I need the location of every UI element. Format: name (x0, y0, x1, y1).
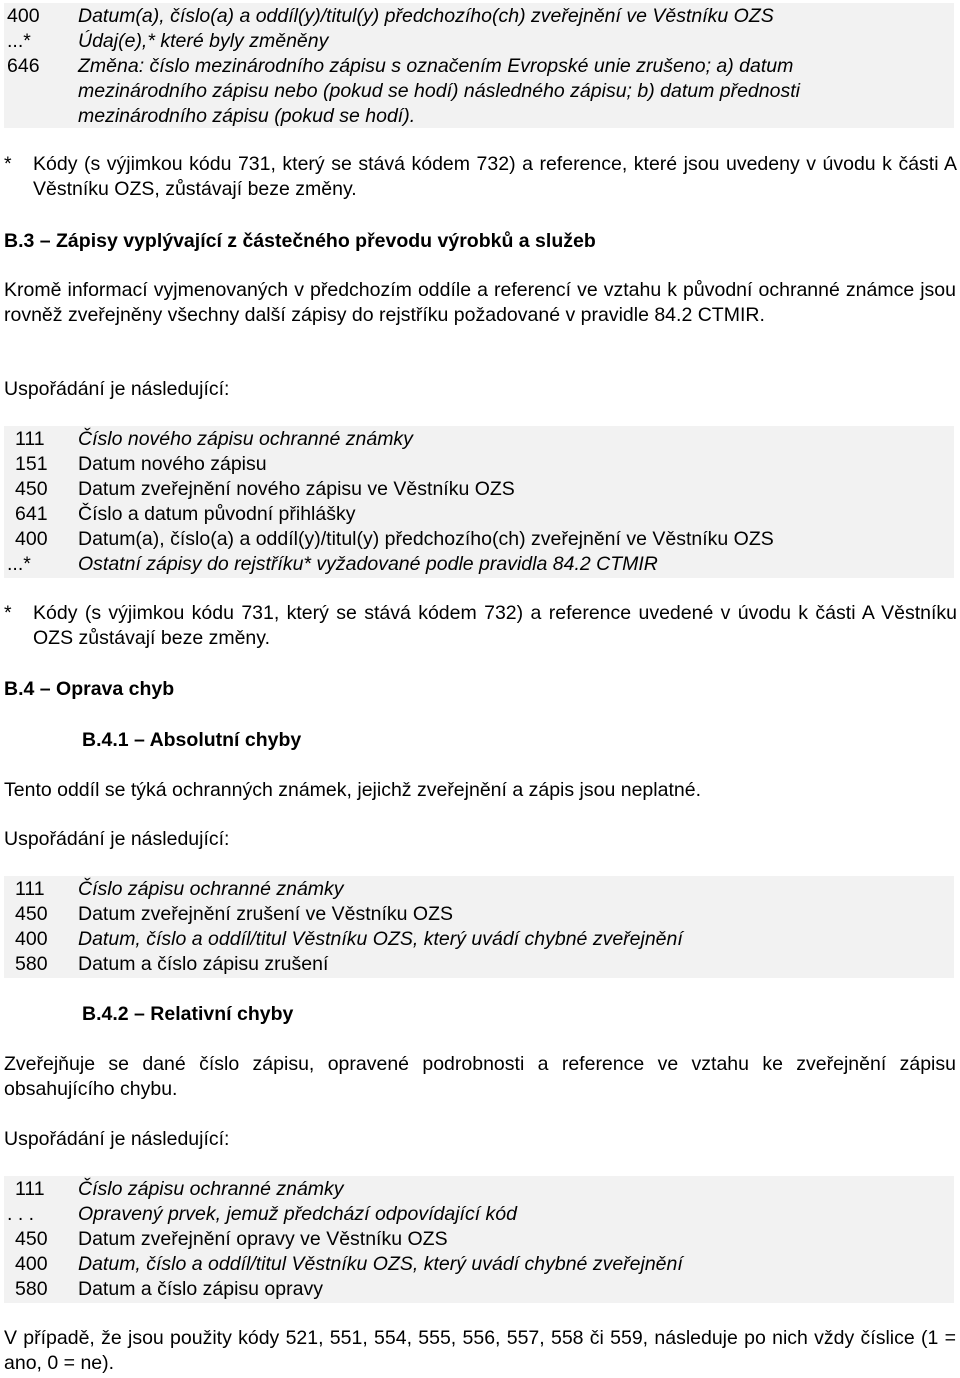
list-item (4, 1227, 954, 1252)
list-item-text: Datum zveřejnění zrušení ve Věstníku OZS (78, 903, 453, 925)
paragraph: Zveřejňuje se dané číslo zápisu, opravené podrobnosti a reference ve vztahu ke zveřejnění zápisu obsahujícího chybu. (4, 1053, 956, 1100)
list-item (4, 877, 954, 902)
list-item (4, 527, 954, 552)
footnote-star: * (4, 153, 12, 175)
list-item (4, 54, 954, 129)
code-list-b41 (4, 876, 954, 978)
list-item-code: 580 (15, 953, 48, 975)
list-item-text: Číslo a datum původní přihlášky (78, 503, 356, 525)
list-item-text: Opravený prvek, jemuž předchází odpovídající kód (78, 1203, 517, 1225)
list-item-text: Datum, číslo a oddíl/titul Věstníku OZS, který uvádí chybné zveřejnění (78, 1253, 683, 1275)
list-item-text: Datum a číslo zápisu zrušení (78, 953, 329, 975)
list-item-code: 151 (15, 453, 48, 475)
list-item-code: 641 (15, 503, 48, 525)
list-item (4, 4, 954, 29)
list-item-text: Číslo zápisu ochranné známky (78, 1178, 344, 1200)
list-item-text-line: mezinárodního zápisu nebo (pokud se hodí) následného zápisu; b) datum přednosti (78, 80, 800, 102)
arrangement-label: Uspořádání je následující: (4, 1128, 230, 1150)
list-item-text: Datum, číslo a oddíl/titul Věstníku OZS, který uvádí chybné zveřejnění (78, 928, 683, 950)
list-item (4, 902, 954, 927)
code-list-b42 (4, 1176, 954, 1303)
list-item (4, 1277, 954, 1302)
list-item-code: 646 (7, 55, 40, 77)
code-list-b3 (4, 426, 954, 578)
list-item (4, 29, 954, 54)
list-item-text-line: mezinárodního zápisu (pokud se hodí). (78, 105, 416, 127)
arrangement-label: Uspořádání je následující: (4, 828, 230, 850)
code-list-top (4, 3, 954, 128)
list-item-text: Datum nového zápisu (78, 453, 267, 475)
arrangement-label: Uspořádání je následující: (4, 378, 230, 400)
list-item (4, 952, 954, 977)
list-item-text: Číslo zápisu ochranné známky (78, 878, 344, 900)
list-item-code: . . . (7, 1203, 35, 1225)
list-item-text: Ostatní zápisy do rejstříku* vyžadované podle pravidla 84.2 CTMIR (78, 553, 658, 575)
paragraph: V případě, že jsou použity kódy 521, 551, 554, 555, 556, 557, 558 či 559, následuje po nich vždy číslice (1 = ano, 0 = ne). (4, 1327, 956, 1374)
list-item-code: 450 (15, 1228, 48, 1250)
list-item-text-line: Změna: číslo mezinárodního zápisu s označením Evropské unie zrušeno; a) datum (78, 55, 794, 77)
paragraph: Tento oddíl se týká ochranných známek, jejichž zveřejnění a zápis jsou neplatné. (4, 779, 701, 801)
list-item-code: 111 (15, 1178, 45, 1200)
list-item (4, 502, 954, 527)
list-item-code: ...* (7, 30, 31, 52)
list-item (4, 452, 954, 477)
list-item-code: 400 (15, 928, 48, 950)
list-item (4, 552, 954, 577)
list-item-code: 400 (15, 1253, 48, 1275)
section-heading: B.3 – Zápisy vyplývající z částečného převodu výrobků a služeb (4, 230, 596, 252)
subsection-heading: B.4.2 – Relativní chyby (82, 1003, 294, 1025)
list-item-text: Datum zveřejnění nového zápisu ve Věstníku OZS (78, 478, 515, 500)
footnote-star: * (4, 602, 12, 624)
paragraph: Kromě informací vyjmenovaných v předchozím oddíle a referencí ve vztahu k původní ochranné známce jsou rovněž zveřejněny všechny další zápisy do rejstříku požadované v pravidle 84.2 CTMIR. (4, 279, 956, 326)
list-item (4, 927, 954, 952)
section-heading: B.4 – Oprava chyb (4, 678, 175, 700)
list-item (4, 1252, 954, 1277)
list-item-code: 111 (15, 428, 45, 450)
subsection-heading: B.4.1 – Absolutní chyby (82, 729, 302, 751)
footnote-text: Kódy (s výjimkou kódu 731, který se stává kódem 732) a reference, které jsou uvedeny v úvodu k části A Věstníku OZS, zůstávají beze změny. (33, 153, 957, 200)
list-item (4, 477, 954, 502)
footnote-text: Kódy (s výjimkou kódu 731, který se stává kódem 732) a reference uvedené v úvodu k části A Věstníku OZS zůstávají beze změny. (33, 602, 957, 649)
list-item-code: 450 (15, 903, 48, 925)
list-item (4, 1202, 954, 1227)
list-item-code: 450 (15, 478, 48, 500)
list-item (4, 1177, 954, 1202)
list-item-text: Číslo nového zápisu ochranné známky (78, 428, 413, 450)
list-item-code: ...* (7, 553, 31, 575)
list-item-code: 400 (7, 5, 40, 27)
list-item-text: Datum zveřejnění opravy ve Věstníku OZS (78, 1228, 448, 1250)
list-item-code: 400 (15, 528, 48, 550)
list-item-text: Údaj(e),* které byly změněny (78, 30, 329, 52)
list-item-code: 111 (15, 878, 45, 900)
list-item-text: Datum(a), číslo(a) a oddíl(y)/titul(y) předchozího(ch) zveřejnění ve Věstníku OZS (78, 528, 774, 550)
list-item-text: Datum(a), číslo(a) a oddíl(y)/titul(y) předchozího(ch) zveřejnění ve Věstníku OZS (78, 5, 774, 27)
list-item-code: 580 (15, 1278, 48, 1300)
list-item-text: Datum a číslo zápisu opravy (78, 1278, 323, 1300)
list-item (4, 427, 954, 452)
